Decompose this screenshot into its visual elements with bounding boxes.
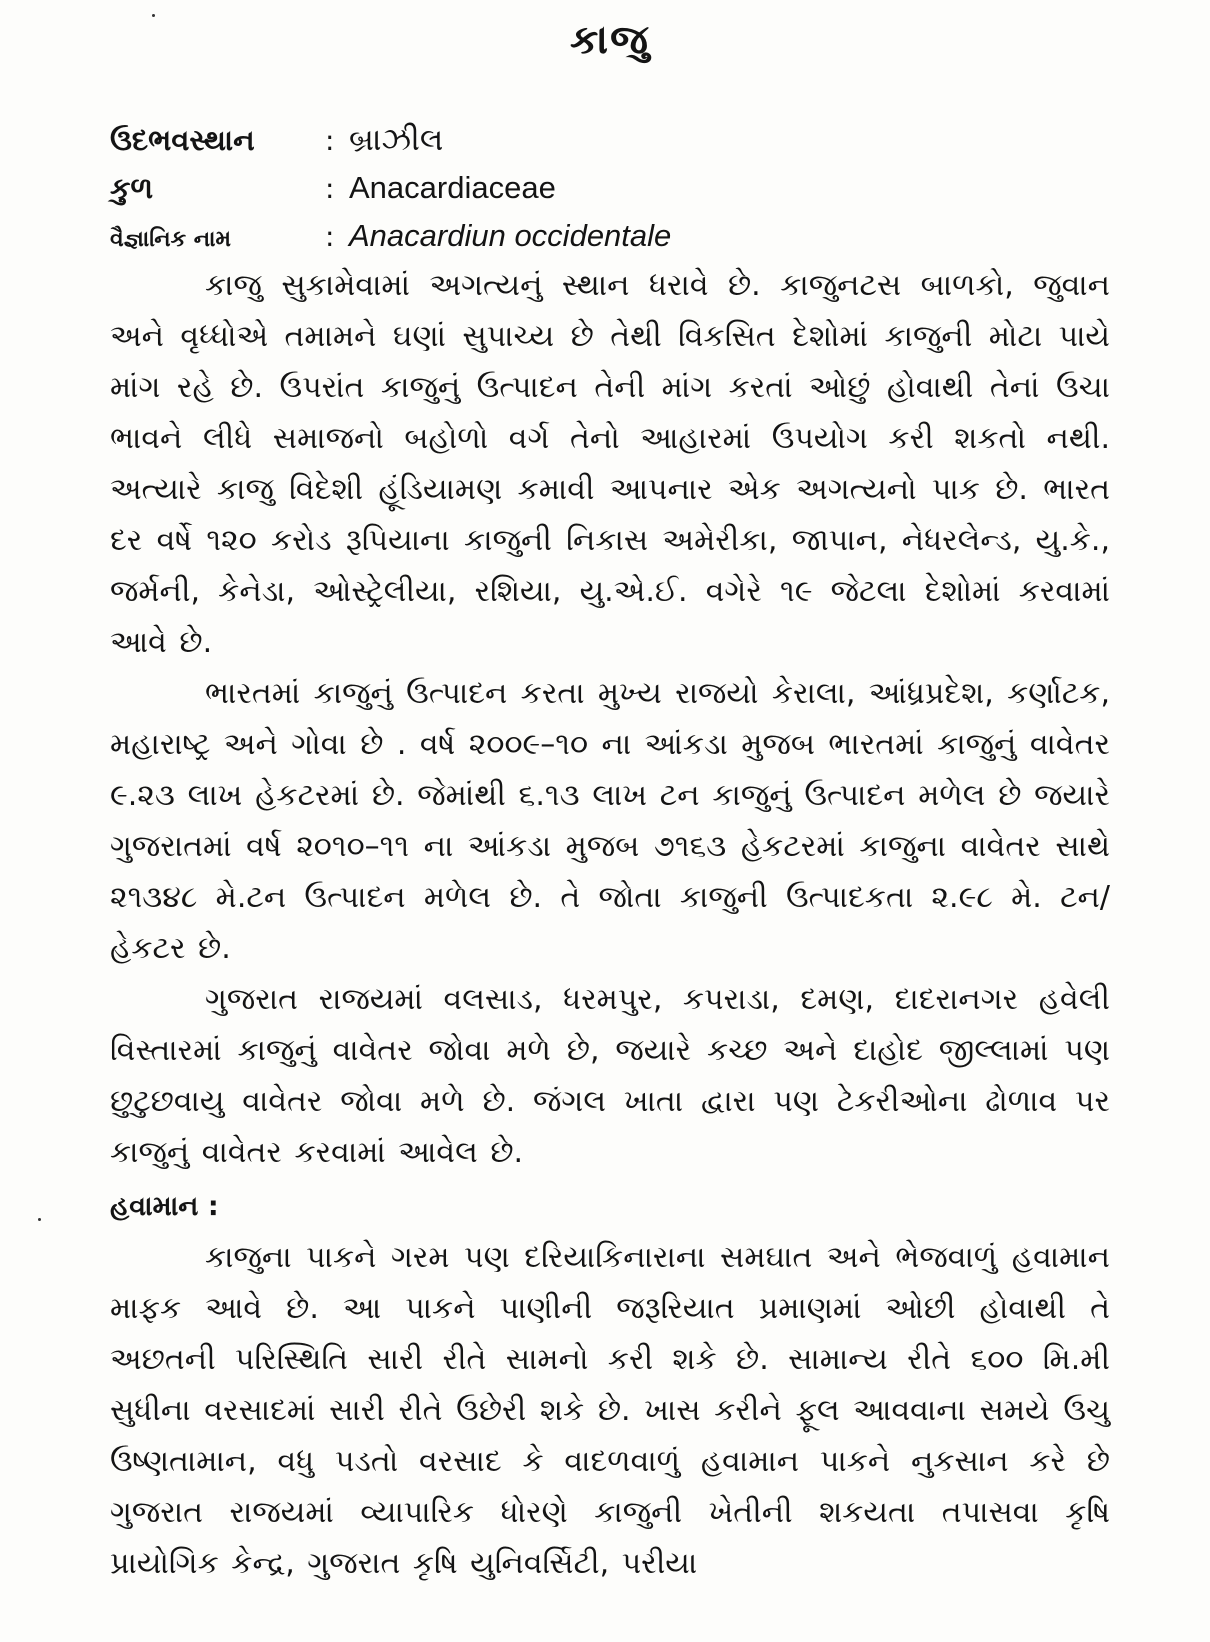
scientific-name-colon: : [325,220,335,253]
scientific-name-label: વૈજ્ઞાનિક નામ [110,227,232,252]
scientific-name-value: Anacardiun occidentale [349,218,672,253]
paragraph-gujarat: ગુજરાત રાજયમાં વલસાડ, ધરમપુર, કપરાડા, દમણ, દાદરાનગર હવેલી વિસ્તારમાં કાજુનું વાવેતર જોવા મળે છે, જયારે કચ્છ અને દાહોદ જીલ્લામાં પણ છુટુછવાયુ વાવેતર જોવા મળે છે. જંગલ ખાતા દ્વારા પણ ટેકરીઓના ઢોળાવ પર કાજુનું વાવેતર કરવામાં આવેલ છે. [110,982,1110,1170]
family-label: કુળ [110,171,154,205]
family-value: Anacardiaceae [349,170,556,205]
page-title: કાજુ [570,17,650,63]
climate-heading: હવામાન : [110,1191,219,1222]
scientific-name-row [110,212,1110,260]
origin-row [110,116,1110,164]
family-colon: : [325,172,335,205]
paragraph-climate: કાજુના પાકને ગરમ પણ દરિયાકિનારાના સમઘાત અને ભેજવાળું હવામાન માફક આવે છે. આ પાકને પાણીની જરૂરિયાત પ્રમાણમાં ઓછી હોવાથી તે અછતની પરિસ્થિતિ સારી રીતે સામનો કરી શકે છે. સામાન્ય રીતે ૬૦૦ મિ.મી સુધીના વરસાદમાં સારી રીતે ઉછેરી શકે છે. ખાસ કરીને ફૂલ આવવાના સમયે ઉચુ ઉષ્ણતામાન, વધુ પડતો વરસાદ કે વાદળવાળું હવામાન પાકને નુકસાન કરે છે ગુજરાત રાજયમાં વ્યાપારિક ધોરણે કાજુની ખેતીની શકયતા તપાસવા કૃષિ પ્રાયોગિક કેન્દ્ર, ગુજરાત કૃષિ યુનિવર્સિટી, પરીયા [110,1240,1110,1581]
origin-value: બ્રાઝીલ [349,122,444,157]
paragraph-production: ભારતમાં કાજુનું ઉત્પાદન કરતા મુખ્ય રાજયો કેરાલા, આંધ્રપ્રદેશ, કર્ણાટક, મહારાષ્ટ્ર અને ગોવા છે . વર્ષ ૨૦૦૯–૧૦ ના આંકડા મુજબ ભારતમાં કાજુનું વાવેતર ૯.૨૩ લાખ હેકટરમાં છે. જેમાંથી ૬.૧૩ લાખ ટન કાજુનું ઉત્પાદન મળેલ છે જયારે ગુજરાતમાં વર્ષ ૨૦૧૦–૧૧ ના આંકડા મુજબ ૭૧૬૩ હેકટરમાં કાજુના વાવેતર સાથે ૨૧૩૪૮ મે.ટન ઉત્પાદન મળેલ છે. તે જોતા કાજુની ઉત્પાદકતા ૨.૯૮ મે. ટન/હેકટર છે. [110,676,1110,966]
origin-label: ઉદભવસ્થાન [110,123,255,157]
paragraph-intro: કાજુ સુકામેવામાં અગત્યનું સ્થાન ધરાવે છે. કાજુનટસ બાળકો, જુવાન અને વૃધ્ધોએ તમામને ઘણાં સુપાચ્ય છે તેથી વિકસિત દેશોમાં કાજુની મોટા પાયે માંગ રહે છે. ઉપરાંત કાજુનું ઉત્પાદન તેની માંગ કરતાં ઓછું હોવાથી તેનાં ઉચા ભાવને લીધે સમાજનો બહોળો વર્ગ તેનો આહારમાં ઉપયોગ કરી શકતો નથી. અત્યારે કાજુ વિદેશી હૂંડિયામણ કમાવી આપનાર એક અગત્યનો પાક છે. ભારત દર વર્ષે ૧૨૦ કરોડ રૂપિયાના કાજુની નિકાસ અમેરીકા, જાપાન, નેધરલેન્ડ, યુ.કે., જર્મની, કેનેડા, ઓસ્ટ્રેલીયા, રશિયા, યુ.એ.ઈ. વગેરે ૧૯ જેટલા દેશોમાં કરવામાં આવે છે. [110,268,1110,660]
scan-speck [152,14,155,17]
crop-info-table [110,116,1110,260]
origin-colon: : [325,124,335,157]
family-row [110,164,1110,212]
scan-speck [38,1218,41,1221]
